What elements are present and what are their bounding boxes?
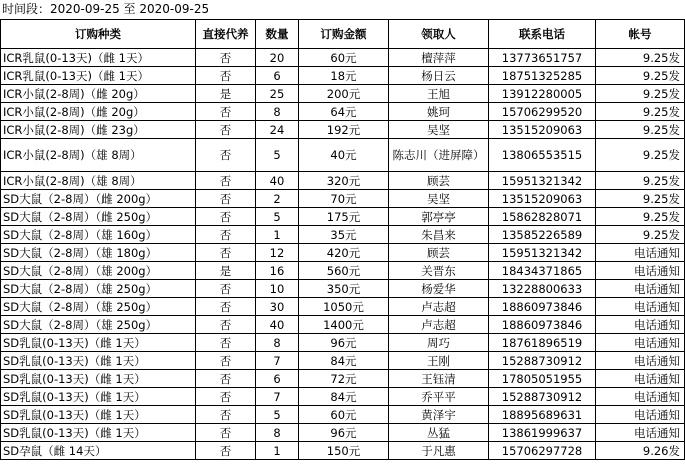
cell-qty: 8 [256,103,299,121]
cell-account: 9.25发 [596,49,685,67]
cell-account: 9.25发 [596,121,685,139]
cell-type: ICR小鼠(2-8周)（雄 8周） [1,172,196,190]
cell-direct: 否 [196,406,256,424]
cell-account: 电话通知 [596,424,685,442]
table-row [1,49,685,67]
cell-amount: 96元 [299,424,389,442]
cell-direct: 否 [196,208,256,226]
cell-amount: 200元 [299,85,389,103]
cell-recipient: 顾芸 [389,172,489,190]
cell-amount: 40元 [299,139,389,172]
cell-amount: 150元 [299,442,389,460]
cell-recipient: 王刚 [389,352,489,370]
orders-table [0,19,685,460]
cell-direct: 否 [196,49,256,67]
cell-type: ICR小鼠(2-8周)（雌 20g） [1,103,196,121]
cell-phone: 15951321342 [489,244,596,262]
cell-type: ICR小鼠(2-8周)（雌 20g） [1,85,196,103]
cell-type: SD乳鼠(0-13天)（雌 1天） [1,352,196,370]
cell-direct: 否 [196,190,256,208]
cell-qty: 5 [256,139,299,172]
cell-recipient: 吴坚 [389,190,489,208]
cell-amount: 175元 [299,208,389,226]
cell-phone: 18751325285 [489,67,596,85]
cell-phone: 15288730912 [489,388,596,406]
cell-direct: 否 [196,139,256,172]
cell-amount: 192元 [299,121,389,139]
cell-direct: 否 [196,226,256,244]
cell-phone: 18761896519 [489,334,596,352]
cell-qty: 8 [256,424,299,442]
cell-phone: 13585226589 [489,226,596,244]
cell-amount: 72元 [299,370,389,388]
cell-qty: 5 [256,208,299,226]
table-header-row [1,20,685,49]
cell-account: 9.25发 [596,190,685,208]
table-row [1,67,685,85]
cell-direct: 否 [196,172,256,190]
cell-phone: 15288730912 [489,352,596,370]
cell-recipient: 姚珂 [389,103,489,121]
cell-direct: 是 [196,85,256,103]
cell-phone: 18895689631 [489,406,596,424]
cell-amount: 60元 [299,49,389,67]
cell-direct: 否 [196,388,256,406]
cell-recipient: 乔平平 [389,388,489,406]
cell-amount: 84元 [299,352,389,370]
cell-phone: 18860973846 [489,316,596,334]
cell-direct: 否 [196,244,256,262]
cell-account: 9.25发 [596,67,685,85]
table-row [1,190,685,208]
cell-recipient: 朱昌来 [389,226,489,244]
cell-recipient: 王旭 [389,85,489,103]
table-row [1,388,685,406]
cell-qty: 2 [256,190,299,208]
cell-type: SD乳鼠(0-13天)（雌 1天） [1,334,196,352]
cell-type: SD乳鼠(0-13天)（雌 1天） [1,424,196,442]
cell-recipient: 周巧 [389,334,489,352]
cell-recipient: 檀萍萍 [389,49,489,67]
cell-phone: 13912280005 [489,85,596,103]
cell-direct: 否 [196,370,256,388]
cell-account: 9.25发 [596,139,685,172]
cell-amount: 320元 [299,172,389,190]
table-row [1,121,685,139]
cell-type: SD乳鼠(0-13天)（雌 1天） [1,388,196,406]
cell-amount: 84元 [299,388,389,406]
cell-phone: 15862828071 [489,208,596,226]
cell-qty: 1 [256,226,299,244]
cell-type: ICR乳鼠(0-13天)（雌 1天） [1,49,196,67]
cell-account: 9.25发 [596,103,685,121]
cell-phone: 13861999637 [489,424,596,442]
date-range-label: 时间段：2020-09-25 至 2020-09-25 [2,2,210,16]
table-row [1,316,685,334]
cell-recipient: 顾芸 [389,244,489,262]
cell-phone: 13773651757 [489,49,596,67]
cell-account: 9.25发 [596,172,685,190]
cell-direct: 否 [196,121,256,139]
cell-qty: 7 [256,352,299,370]
table-row [1,262,685,280]
cell-phone: 15706297728 [489,442,596,460]
cell-type: SD大鼠（2-8周）（雄 160g） [1,226,196,244]
table-row [1,298,685,316]
cell-recipient: 杨日云 [389,67,489,85]
cell-recipient: 陈志川（进屏障） [389,139,489,172]
cell-type: SD大鼠（2-8周）（雄 250g） [1,316,196,334]
table-row [1,85,685,103]
cell-amount: 1050元 [299,298,389,316]
cell-direct: 否 [196,298,256,316]
cell-amount: 350元 [299,280,389,298]
cell-account: 电话通知 [596,316,685,334]
cell-account: 9.25发 [596,226,685,244]
cell-type: ICR小鼠(2-8周)（雌 23g） [1,121,196,139]
cell-recipient: 卢志超 [389,298,489,316]
cell-type: SD乳鼠(0-13天)（雌 1天） [1,406,196,424]
cell-type: SD大鼠（2-8周）（雄 180g） [1,244,196,262]
cell-type: SD乳鼠(0-13天)（雌 1天） [1,370,196,388]
cell-qty: 8 [256,334,299,352]
cell-account: 电话通知 [596,244,685,262]
table-row [1,172,685,190]
header-recipient: 领取人 [389,20,489,49]
cell-amount: 64元 [299,103,389,121]
cell-direct: 否 [196,103,256,121]
cell-qty: 12 [256,244,299,262]
cell-account: 电话通知 [596,280,685,298]
cell-type: SD大鼠（2-8周）（雄 250g） [1,280,196,298]
cell-amount: 96元 [299,334,389,352]
cell-phone: 13515209063 [489,121,596,139]
cell-qty: 5 [256,406,299,424]
cell-recipient: 于凡惠 [389,442,489,460]
cell-recipient: 关晋东 [389,262,489,280]
table-row [1,280,685,298]
header-direct: 直接代养 [196,20,256,49]
cell-account: 电话通知 [596,334,685,352]
cell-amount: 70元 [299,190,389,208]
cell-recipient: 黄泽宇 [389,406,489,424]
table-row [1,406,685,424]
cell-phone: 15706299520 [489,103,596,121]
table-row [1,244,685,262]
cell-phone: 18434371865 [489,262,596,280]
cell-recipient: 丛猛 [389,424,489,442]
cell-amount: 420元 [299,244,389,262]
table-row [1,226,685,244]
cell-recipient: 王钰清 [389,370,489,388]
cell-amount: 60元 [299,406,389,424]
cell-phone: 18860973846 [489,298,596,316]
cell-direct: 否 [196,316,256,334]
cell-direct: 否 [196,352,256,370]
table-row [1,334,685,352]
cell-phone: 13515209063 [489,190,596,208]
cell-account: 电话通知 [596,388,685,406]
cell-recipient: 吴坚 [389,121,489,139]
table-row [1,352,685,370]
cell-qty: 6 [256,370,299,388]
cell-qty: 6 [256,67,299,85]
cell-direct: 否 [196,67,256,85]
cell-type: SD孕鼠（雌 14天） [1,442,196,460]
table-row [1,103,685,121]
cell-amount: 18元 [299,67,389,85]
cell-amount: 35元 [299,226,389,244]
cell-qty: 30 [256,298,299,316]
cell-recipient: 郭亭亭 [389,208,489,226]
cell-qty: 16 [256,262,299,280]
cell-phone: 17805051955 [489,370,596,388]
cell-type: SD大鼠（2-8周）（雌 250g） [1,208,196,226]
cell-type: ICR乳鼠(0-13天)（雌 1天） [1,67,196,85]
cell-direct: 是 [196,262,256,280]
cell-type: SD大鼠（2-8周）（雌 200g） [1,190,196,208]
cell-account: 9.26发 [596,442,685,460]
cell-type: SD大鼠（2-8周）（雄 250g） [1,298,196,316]
header-type: 订购种类 [1,20,196,49]
cell-account: 电话通知 [596,406,685,424]
cell-direct: 否 [196,280,256,298]
cell-qty: 40 [256,316,299,334]
cell-qty: 25 [256,85,299,103]
cell-type: ICR小鼠(2-8周)（雄 8周） [1,139,196,172]
cell-account: 电话通知 [596,298,685,316]
table-row [1,208,685,226]
cell-qty: 1 [256,442,299,460]
cell-direct: 否 [196,334,256,352]
cell-qty: 20 [256,49,299,67]
cell-phone: 13806553515 [489,139,596,172]
cell-direct: 否 [196,442,256,460]
cell-qty: 24 [256,121,299,139]
header-account: 帐号 [596,20,685,49]
cell-qty: 40 [256,172,299,190]
table-row [1,370,685,388]
header-qty: 数量 [256,20,299,49]
cell-amount: 560元 [299,262,389,280]
cell-phone: 15951321342 [489,172,596,190]
table-row [1,424,685,442]
cell-qty: 10 [256,280,299,298]
table-row [1,139,685,172]
cell-account: 电话通知 [596,352,685,370]
table-row [1,442,685,460]
cell-account: 电话通知 [596,370,685,388]
cell-account: 9.25发 [596,85,685,103]
cell-type: SD大鼠（2-8周）（雄 200g） [1,262,196,280]
cell-account: 9.25发 [596,208,685,226]
cell-phone: 13228800633 [489,280,596,298]
cell-recipient: 卢志超 [389,316,489,334]
cell-qty: 7 [256,388,299,406]
cell-account: 电话通知 [596,262,685,280]
header-phone: 联系电话 [489,20,596,49]
cell-direct: 否 [196,424,256,442]
cell-amount: 1400元 [299,316,389,334]
header-amount: 订购金额 [299,20,389,49]
cell-recipient: 杨爱华 [389,280,489,298]
